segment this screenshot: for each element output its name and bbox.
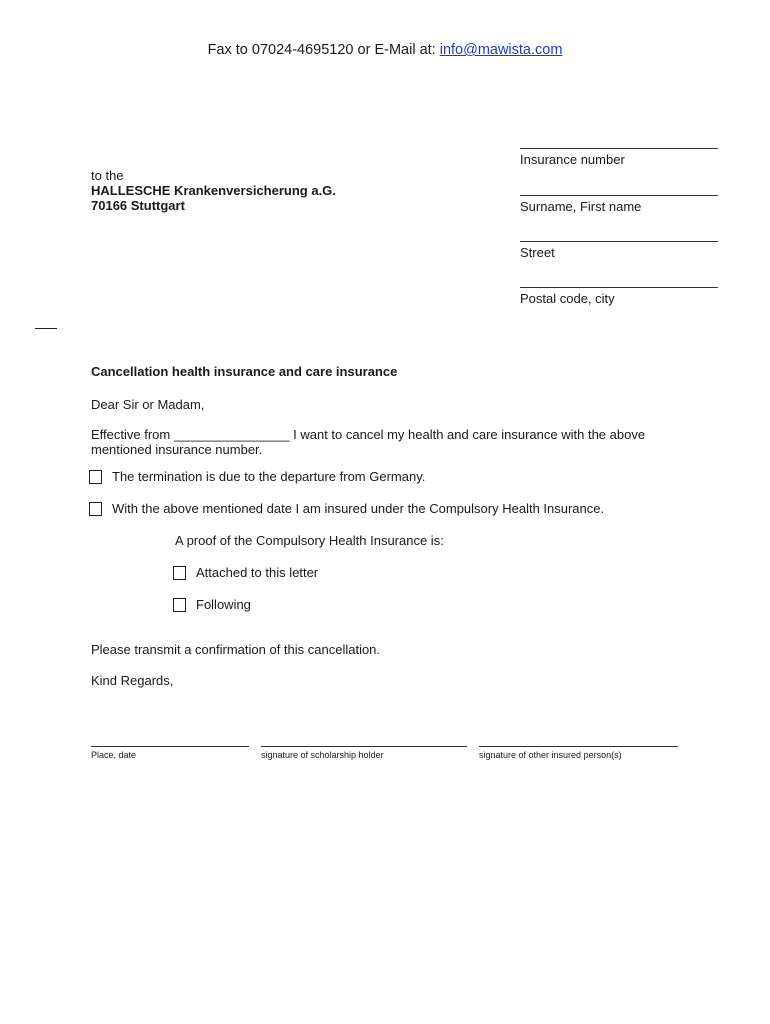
- attached-label: Attached to this letter: [196, 565, 319, 580]
- insurance-number-line: [520, 148, 718, 149]
- following-label: Following: [196, 597, 251, 612]
- recipient-address: [91, 168, 336, 213]
- place-date-label: Place, date: [91, 750, 137, 760]
- other-signature-label: signature of other insured person(s): [479, 750, 622, 760]
- departure-checkbox[interactable]: [89, 470, 102, 484]
- street-line: [520, 241, 718, 242]
- proof-intro: A proof of the Compulsory Health Insurance is:: [175, 533, 444, 548]
- postal-code-label: Postal code, city: [520, 291, 615, 306]
- email-link[interactable]: info@mawista.com: [439, 42, 563, 58]
- street-field[interactable]: [520, 241, 720, 260]
- surname-field[interactable]: [520, 195, 720, 214]
- compulsory-checkbox[interactable]: [89, 502, 102, 516]
- attached-option[interactable]: [173, 565, 318, 580]
- holder-signature-line: [261, 746, 467, 747]
- compulsory-label: With the above mentioned date I am insured under the Compulsory Health Insurance.: [112, 501, 605, 516]
- street-label: Street: [520, 245, 555, 260]
- other-signature-line: [479, 746, 678, 747]
- postal-code-line: [520, 287, 718, 288]
- surname-line: [520, 195, 718, 196]
- confirmation-request: Please transmit a confirmation of this cancellation.: [91, 642, 381, 657]
- insurance-number-field[interactable]: [520, 148, 720, 167]
- fax-email-header: [0, 42, 770, 58]
- closing: Kind Regards,: [91, 673, 174, 688]
- address-line-1: to the: [91, 168, 124, 183]
- holder-signature[interactable]: [261, 746, 467, 760]
- salutation: Dear Sir or Madam,: [91, 397, 205, 412]
- departure-option[interactable]: [89, 469, 425, 484]
- place-date-line: [91, 746, 249, 747]
- other-signature[interactable]: [479, 746, 678, 760]
- address-company: HALLESCHE Krankenversicherung a.G.: [91, 183, 336, 198]
- postal-code-field[interactable]: [520, 287, 720, 306]
- departure-label: The termination is due to the departure from Germany.: [112, 469, 426, 484]
- attached-checkbox[interactable]: [173, 566, 186, 580]
- insurance-number-label: Insurance number: [520, 152, 625, 167]
- address-city: 70166 Stuttgart: [91, 198, 185, 213]
- effective-line-1: Effective from ________________ I want to cancel my health and care insurance with the above: [91, 427, 646, 442]
- holder-signature-label: signature of scholarship holder: [261, 750, 384, 760]
- following-option[interactable]: [173, 597, 251, 612]
- letter-subject: Cancellation health insurance and care insurance: [91, 364, 398, 379]
- surname-label: Surname, First name: [520, 199, 642, 214]
- following-checkbox[interactable]: [173, 598, 186, 612]
- compulsory-option[interactable]: [89, 501, 604, 516]
- place-date-signature[interactable]: [91, 746, 249, 760]
- header-text: Fax to 07024-4695120 or E-Mail at:: [207, 42, 440, 58]
- effective-paragraph: [91, 427, 645, 457]
- fold-mark: [35, 328, 57, 329]
- effective-line-2: mentioned insurance number.: [91, 442, 263, 457]
